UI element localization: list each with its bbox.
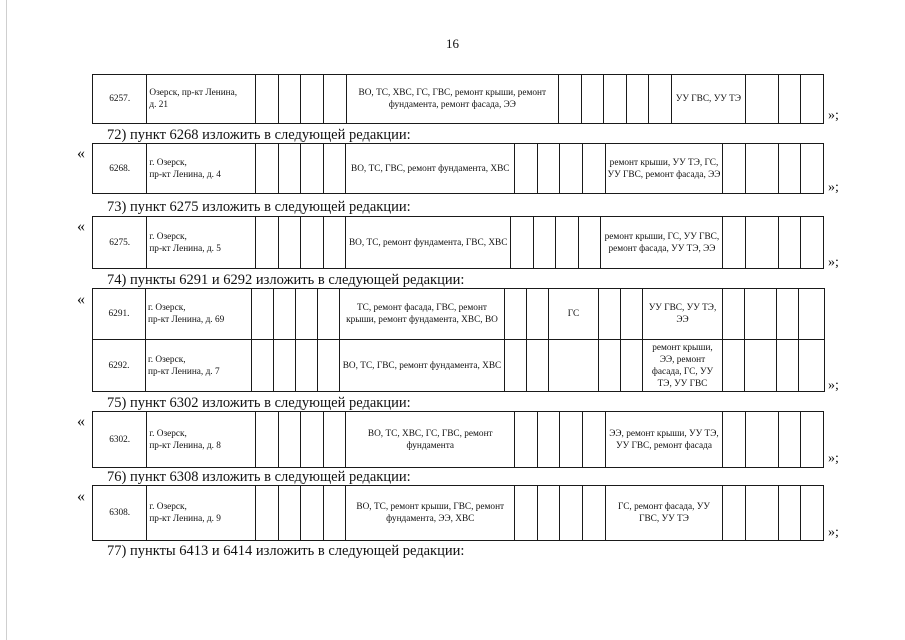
table-block-6275 bbox=[92, 216, 824, 269]
row-works-list: ВО, ТС, ГВС, ремонт фундамента, ХВС bbox=[340, 340, 505, 392]
section-heading-72: 72) пункт 6268 изложить в следующей редакции: bbox=[107, 127, 411, 143]
table-row bbox=[93, 217, 824, 269]
row-works-list: ВО, ТС, ХВС, ГС, ГВС, ремонт фундамента bbox=[346, 412, 515, 468]
row-planned-works: УУ ГВС, УУ ТЭ, ЭЭ bbox=[643, 289, 723, 340]
row-address: г. Озерск, пр-кт Ленина, д. 4 bbox=[147, 144, 256, 194]
row-works-list: ВО, ТС, ремонт крыши, ГВС, ремонт фундамента, ЭЭ, ХВС bbox=[346, 486, 515, 541]
table-row bbox=[93, 340, 825, 392]
open-quote: « bbox=[77, 145, 85, 162]
section-heading-74: 74) пункты 6291 и 6292 изложить в следующей редакции: bbox=[107, 272, 465, 288]
table-row bbox=[93, 75, 824, 124]
row-planned-works: ГС, ремонт фасада, УУ ГВС, УУ ТЭ bbox=[605, 486, 723, 541]
table-row bbox=[93, 486, 824, 541]
row-number: 6302. bbox=[93, 412, 147, 468]
row-planned-works: ремонт крыши, ЭЭ, ремонт фасада, ГС, УУ ТЭ, УУ ГВС bbox=[643, 340, 723, 392]
row-address: г. Озерск, пр-кт Ленина, д. 7 bbox=[146, 340, 252, 392]
row-works-list: ВО, ТС, ремонт фундамента, ГВС, ХВС bbox=[346, 217, 511, 269]
row-works-list: ВО, ТС, ГВС, ремонт фундамента, ХВС bbox=[346, 144, 515, 194]
close-quote: »; bbox=[828, 108, 839, 123]
table-block-6291-6292 bbox=[92, 288, 825, 392]
table-block-6308 bbox=[92, 485, 824, 541]
row-planned-works: ремонт крыши, УУ ТЭ, ГС, УУ ГВС, ремонт фасада, ЭЭ bbox=[605, 144, 723, 194]
section-heading-73: 73) пункт 6275 изложить в следующей редакции: bbox=[107, 199, 411, 215]
binding-margin-line bbox=[6, 0, 7, 640]
row-number: 6257. bbox=[93, 75, 147, 124]
table-row bbox=[93, 412, 824, 468]
row-address: г. Озерск, пр-кт Ленина, д. 9 bbox=[147, 486, 256, 541]
close-quote: »; bbox=[828, 451, 839, 466]
table-row bbox=[93, 144, 824, 194]
close-quote: »; bbox=[828, 525, 839, 540]
table-row bbox=[93, 289, 825, 340]
row-planned-works: УУ ГВС, УУ ТЭ bbox=[671, 75, 745, 124]
row-number: 6268. bbox=[93, 144, 147, 194]
close-quote: »; bbox=[828, 180, 839, 195]
open-quote: « bbox=[77, 291, 85, 308]
row-number: 6291. bbox=[93, 289, 146, 340]
close-quote: »; bbox=[828, 255, 839, 270]
row-planned-works: ЭЭ, ремонт крыши, УУ ТЭ, УУ ГВС, ремонт фасада bbox=[605, 412, 723, 468]
row-number: 6308. bbox=[93, 486, 147, 541]
page-number: 16 bbox=[446, 36, 459, 51]
row-planned-works: ремонт крыши, ГС, УУ ГВС, ремонт фасада, УУ ТЭ, ЭЭ bbox=[601, 217, 723, 269]
row-address: г. Озерск, пр-кт Ленина, д. 8 bbox=[147, 412, 256, 468]
row-address: г. Озерск, пр-кт Ленина, д. 5 bbox=[147, 217, 256, 269]
section-heading-75: 75) пункт 6302 изложить в следующей редакции: bbox=[107, 395, 411, 411]
row-number: 6275. bbox=[93, 217, 147, 269]
row-works-list: ВО, ТС, ХВС, ГС, ГВС, ремонт крыши, ремонт фундамента, ремонт фасада, ЭЭ bbox=[346, 75, 559, 124]
table-block-6302 bbox=[92, 411, 824, 468]
open-quote: « bbox=[77, 218, 85, 235]
row-address: Озерск, пр-кт Ленина, д. 21 bbox=[147, 75, 256, 124]
section-heading-76: 76) пункт 6308 изложить в следующей редакции: bbox=[107, 469, 411, 485]
row-number: 6292. bbox=[93, 340, 146, 392]
close-quote: »; bbox=[828, 378, 839, 393]
open-quote: « bbox=[77, 413, 85, 430]
table-block-6257 bbox=[92, 74, 824, 124]
row-works-list: ТС, ремонт фасада, ГВС, ремонт крыши, ремонт фундамента, ХВС, ВО bbox=[340, 289, 505, 340]
open-quote: « bbox=[77, 488, 85, 505]
table-block-6268 bbox=[92, 143, 824, 194]
row-address: г. Озерск, пр-кт Ленина, д. 69 bbox=[146, 289, 252, 340]
section-heading-77: 77) пункты 6413 и 6414 изложить в следующей редакции: bbox=[107, 543, 465, 559]
row-planned-works-early: ГС bbox=[549, 289, 599, 340]
